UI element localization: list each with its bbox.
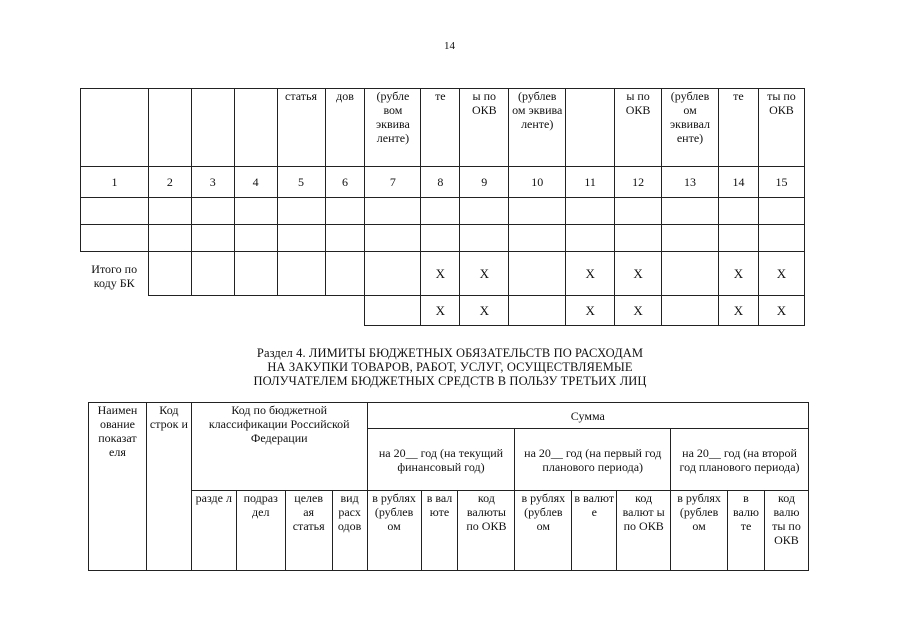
section-title-line: НА ЗАКУПКИ ТОВАРОВ, РАБОТ, УСЛУГ, ОСУЩЕСТВЛЯЕМЫЕ — [267, 360, 633, 374]
x-mark: X — [615, 296, 662, 326]
table-row — [81, 198, 805, 225]
x-mark: X — [566, 252, 615, 296]
header-cell — [566, 89, 615, 167]
header-cell — [81, 89, 149, 167]
x-mark: X — [421, 296, 460, 326]
section-4-table — [88, 402, 809, 571]
column-number: 1 — [81, 167, 149, 198]
column-number: 9 — [460, 167, 509, 198]
okv-code-header: код валют ы по ОКВ — [617, 491, 671, 571]
year1-header: на 20__ год (на текущий финансовый год) — [367, 429, 515, 491]
okv-code-header: код валю ты по ОКВ — [764, 491, 808, 571]
budget-classification-header: Код по бюджетной классификации Российской Федерации — [191, 403, 367, 491]
column-number: 11 — [566, 167, 615, 198]
header-cell: ты по ОКВ — [758, 89, 804, 167]
x-mark: X — [460, 252, 509, 296]
section-title-line: ПОЛУЧАТЕЛЕМ БЮДЖЕТНЫХ СРЕДСТВ В ПОЛЬЗУ ТРЕТЬИХ ЛИЦ — [253, 374, 647, 388]
column-number: 8 — [421, 167, 460, 198]
x-mark: X — [718, 296, 758, 326]
header-cell: статья — [277, 89, 325, 167]
year3-header: на 20__ год (на второй год планового периода) — [671, 429, 809, 491]
currency-header: в валют е — [572, 491, 617, 571]
currency-header: в валю те — [728, 491, 765, 571]
x-mark: X — [758, 252, 804, 296]
x-mark: X — [460, 296, 509, 326]
podrazdel-header: подраз дел — [236, 491, 285, 571]
column-number: 13 — [662, 167, 719, 198]
column-number: 7 — [365, 167, 421, 198]
column-number: 3 — [191, 167, 234, 198]
summary-row — [81, 296, 805, 326]
header-cell: (рубле вом эквива ленте) — [365, 89, 421, 167]
header-cell: дов — [325, 89, 365, 167]
header-cell: (рублев ом эквивал енте) — [662, 89, 719, 167]
total-row — [81, 252, 805, 296]
rub-header: в рублях (рублев ом — [515, 491, 572, 571]
page-number: 14 — [444, 40, 455, 52]
target-article-header: целев ая статья — [285, 491, 332, 571]
column-number: 5 — [277, 167, 325, 198]
column-number: 6 — [325, 167, 365, 198]
header-cell: ы по ОКВ — [615, 89, 662, 167]
header-cell: те — [718, 89, 758, 167]
section-title-line: Раздел 4. ЛИМИТЫ БЮДЖЕТНЫХ ОБЯЗАТЕЛЬСТВ ПО РАСХОДАМ — [256, 346, 644, 360]
x-mark: X — [718, 252, 758, 296]
razdel-header: разде л — [191, 491, 236, 571]
currency-header: в вал юте — [421, 491, 458, 571]
expense-type-header: вид расх одов — [332, 491, 367, 571]
header-cell: те — [421, 89, 460, 167]
okv-code-header: код валюты по ОКВ — [458, 491, 515, 571]
rub-header: в рублях (рублев ом — [367, 491, 421, 571]
column-number: 4 — [234, 167, 277, 198]
sum-header: Сумма — [367, 403, 808, 429]
section-4-title — [150, 346, 750, 388]
x-mark: X — [421, 252, 460, 296]
column-number: 10 — [509, 167, 566, 198]
x-mark: X — [566, 296, 615, 326]
header-cell — [191, 89, 234, 167]
row-code-header: Код строк и — [146, 403, 191, 571]
column-number: 2 — [148, 167, 191, 198]
x-mark: X — [758, 296, 804, 326]
header-cell: (рублев ом эквива ленте) — [509, 89, 566, 167]
rub-header: в рублях (рублев ом — [671, 491, 728, 571]
column-number: 12 — [615, 167, 662, 198]
indicator-name-header: Наимен ование показат еля — [89, 403, 147, 571]
total-label: Итого по коду БК — [91, 261, 138, 290]
header-cell — [148, 89, 191, 167]
x-mark: X — [615, 252, 662, 296]
header-cell: ы по ОКВ — [460, 89, 509, 167]
column-number: 14 — [718, 167, 758, 198]
year2-header: на 20__ год (на первый год планового периода) — [515, 429, 671, 491]
column-number: 15 — [758, 167, 804, 198]
table-row — [81, 225, 805, 252]
header-cell — [234, 89, 277, 167]
limits-table-continued — [80, 88, 805, 326]
